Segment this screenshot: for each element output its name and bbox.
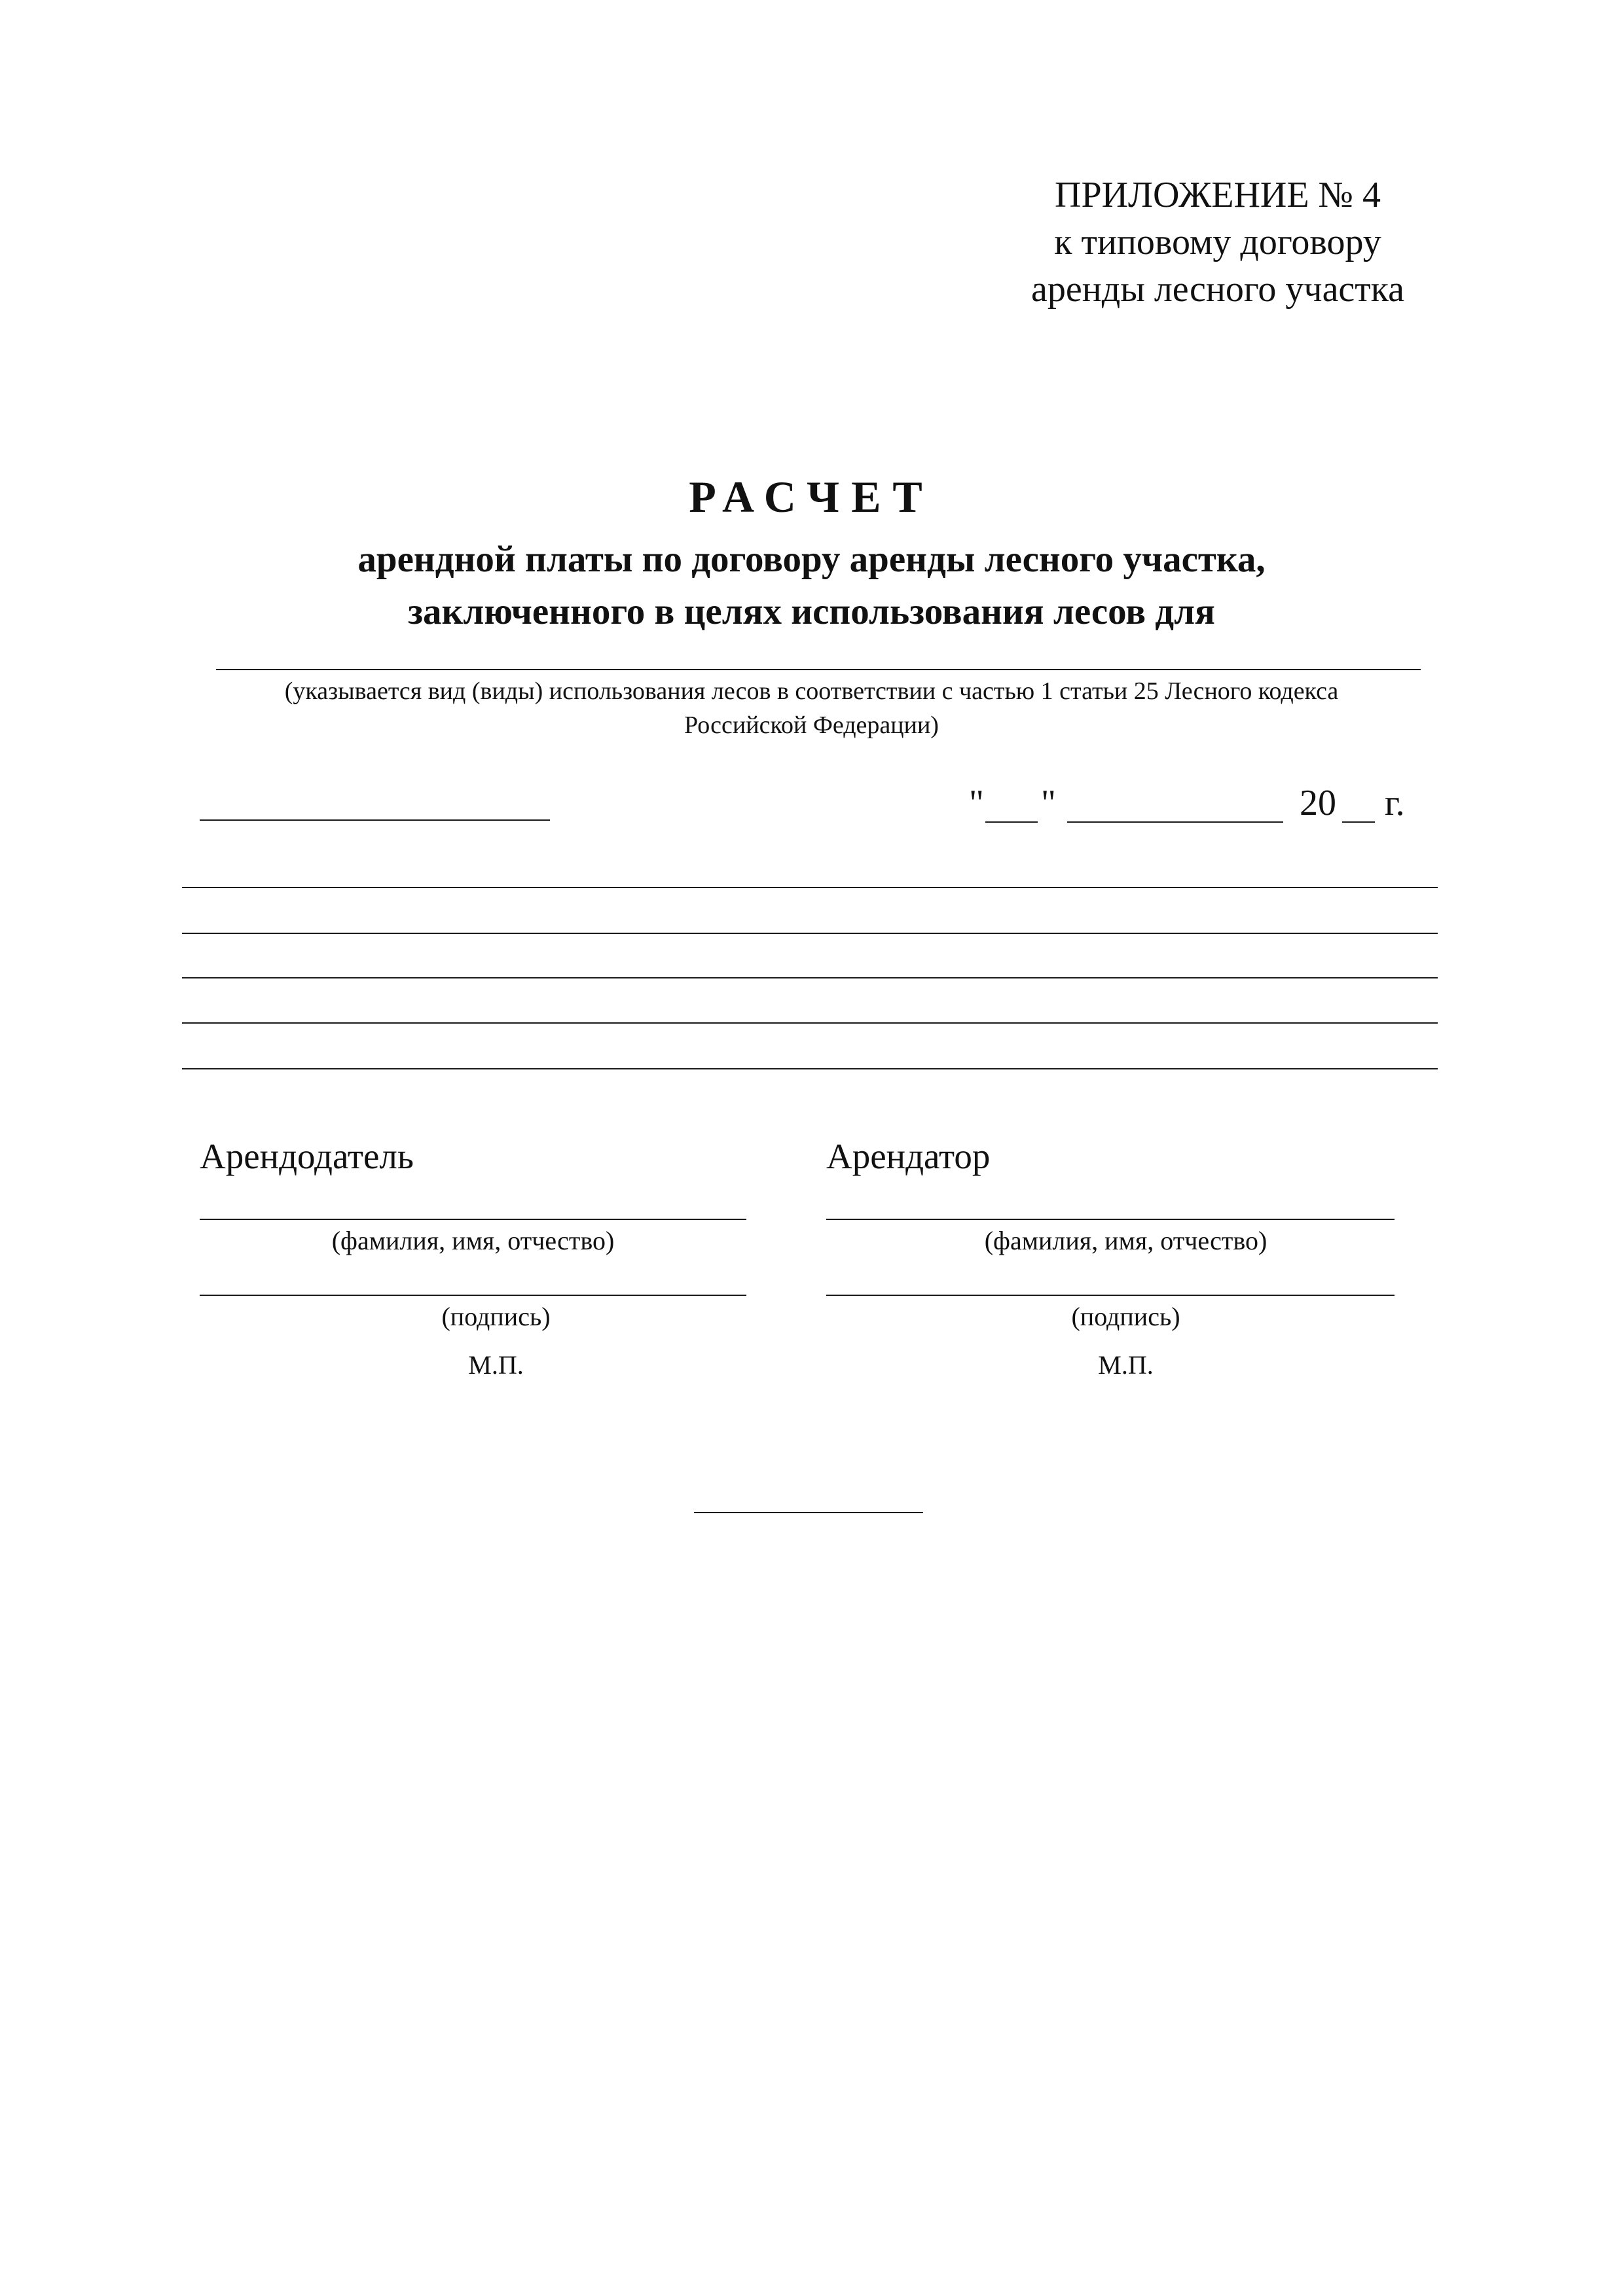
date-quote-open: " [969,783,984,823]
subtitle-line-1: арендной платы по договору аренды лесного участка, [357,539,1266,580]
usage-note-line-2: Российской Федерации) [684,711,939,739]
appendix-line-2: аренды лесного участка [1031,269,1404,310]
place-line[interactable] [200,819,550,821]
lessee-name-line[interactable] [826,1219,1395,1220]
date-day-line[interactable] [985,821,1038,823]
document-title: РАСЧЕТ [689,472,934,522]
calculation-line-3[interactable] [182,977,1438,978]
calculation-line-1[interactable] [182,887,1438,888]
lessor-name-line[interactable] [200,1219,746,1220]
lessor-signature-caption: (подпись) [441,1302,551,1331]
appendix-number: ПРИЛОЖЕНИЕ № 4 [1055,175,1381,215]
lessee-seal: М.П. [1098,1350,1154,1380]
lessee-label: Арендатор [826,1136,991,1176]
lessor-name-caption: (фамилия, имя, отчество) [331,1226,615,1255]
closing-separator [694,1512,923,1513]
date-year-suffix: г. [1385,783,1405,823]
appendix-line-1: к типовому договору [1054,222,1381,262]
lessee-name-caption: (фамилия, имя, отчество) [984,1226,1267,1255]
calculation-line-2[interactable] [182,933,1438,934]
lessee-signature-caption: (подпись) [1071,1302,1180,1331]
lessor-label: Арендодатель [200,1136,414,1176]
lessor-signature-line[interactable] [200,1295,746,1296]
calculation-line-5[interactable] [182,1068,1438,1069]
date-month-line[interactable] [1067,821,1283,823]
lessor-seal: М.П. [468,1350,524,1380]
lessee-signature-line[interactable] [826,1295,1395,1296]
usage-note-line-1: (указывается вид (виды) использования лесов в соответствии с частью 1 статьи 25 Лесного кодекса [284,677,1339,705]
usage-type-line[interactable] [216,669,1421,670]
subtitle-line-2: заключенного в целях использования лесов для [408,591,1215,632]
date-year-prefix: 20 [1300,783,1336,823]
date-year-line[interactable] [1342,821,1375,823]
calculation-line-4[interactable] [182,1022,1438,1024]
date-quote-close: " [1041,783,1056,823]
